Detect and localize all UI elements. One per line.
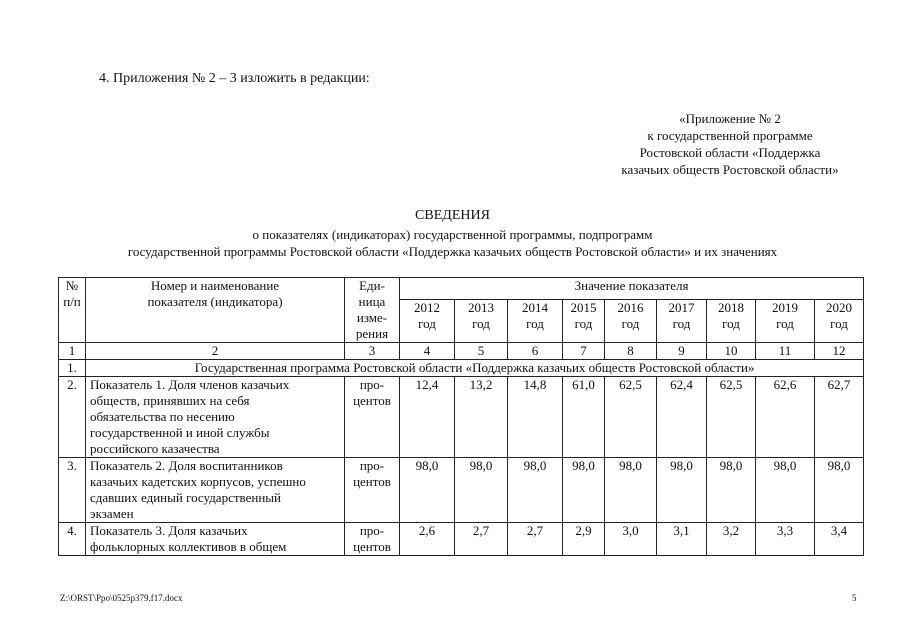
value-cell: 98,0	[815, 458, 864, 523]
header-unit-line: Еди-	[359, 278, 385, 293]
column-number-cell: 8	[605, 343, 657, 360]
header-unit-line: рения	[355, 326, 389, 341]
name-line: государственной и иной службы	[90, 425, 270, 440]
header-year-cell	[657, 300, 707, 343]
header-num-line: №	[65, 278, 79, 293]
appendix-header	[590, 110, 870, 178]
year-word: год	[418, 316, 436, 332]
intro-paragraph: 4. Приложения № 2 – 3 изложить в редакции:	[99, 71, 370, 86]
appendix-line: к государственной программе	[647, 128, 813, 143]
name-line: фольклорных коллективов в общем	[90, 539, 287, 554]
value-cell: 62,5	[707, 377, 756, 458]
header-year-cell	[400, 300, 455, 343]
column-number-cell: 2	[86, 343, 345, 360]
document-subtitle	[0, 226, 905, 260]
year-word: год	[621, 316, 640, 332]
value-cell: 2,6	[400, 523, 455, 556]
column-number-cell: 10	[707, 343, 756, 360]
value-cell: 98,0	[400, 458, 455, 523]
name-line: Показатель 3. Доля казачьих	[90, 523, 248, 538]
value-cell: 98,0	[563, 458, 605, 523]
header-year-cell	[563, 300, 605, 343]
header-year-cell	[756, 300, 815, 343]
section-title: Государственная программа Ростовской области «Поддержка казачьих обществ Ростовской области»	[86, 360, 864, 377]
value-cell: 3,0	[605, 523, 657, 556]
table-header-row	[59, 278, 864, 300]
value-cell: 12,4	[400, 377, 455, 458]
year-word: год	[776, 316, 794, 332]
section-num: 1.	[59, 360, 86, 377]
value-cell: 3,3	[756, 523, 815, 556]
value-cell: 2,9	[563, 523, 605, 556]
header-year-cell	[707, 300, 756, 343]
value-cell: 14,8	[508, 377, 563, 458]
name-line: казачьих кадетских корпусов, успешно	[90, 474, 306, 489]
column-number-cell: 1	[59, 343, 86, 360]
document-title: СВЕДЕНИЯ	[415, 208, 490, 223]
value-cell: 98,0	[756, 458, 815, 523]
header-name-line: Номер и наименование	[150, 278, 280, 293]
year-word: год	[722, 316, 740, 332]
appendix-line: Ростовской области «Поддержка	[639, 145, 821, 160]
value-cell: 2,7	[508, 523, 563, 556]
header-name-line: показателя (индикатора)	[147, 294, 283, 309]
unit-line: центов	[353, 539, 391, 554]
value-cell: 2,7	[455, 523, 508, 556]
value-cell: 61,0	[563, 377, 605, 458]
year-word: год	[574, 316, 593, 332]
appendix-line: «Приложение № 2	[679, 111, 781, 126]
header-unit-cell	[345, 278, 400, 343]
row-unit	[345, 458, 400, 523]
column-number-cell: 11	[756, 343, 815, 360]
column-number-cell: 9	[657, 343, 707, 360]
column-number-cell: 7	[563, 343, 605, 360]
row-unit	[345, 377, 400, 458]
year-number: 2015	[570, 300, 597, 316]
header-unit-line: ница	[358, 294, 386, 309]
name-line: обязательства по несению	[90, 409, 235, 424]
footer-file-path: Z:\ORST\Ppo\0525p379.f17.docx	[60, 593, 183, 603]
value-cell: 98,0	[455, 458, 508, 523]
value-cell: 62,4	[657, 377, 707, 458]
table-row	[59, 523, 864, 556]
unit-line: про-	[359, 377, 385, 392]
row-indicator-name	[86, 523, 345, 556]
header-name-cell	[86, 278, 345, 343]
year-word: год	[672, 316, 691, 332]
year-number: 2018	[718, 300, 744, 316]
unit-line: центов	[353, 393, 391, 408]
unit-line: про-	[359, 523, 385, 538]
name-line: сдавших единый государственный	[90, 490, 281, 505]
subtitle-line: о показателях (индикаторах) государственной программы, подпрограмм	[252, 227, 653, 242]
value-cell: 98,0	[605, 458, 657, 523]
name-line: обществ, принявших на себя	[90, 393, 250, 408]
table-row	[59, 458, 864, 523]
name-line: экзамен	[90, 506, 134, 521]
unit-line: центов	[353, 474, 391, 489]
row-indicator-name	[86, 458, 345, 523]
unit-line: про-	[359, 458, 385, 473]
header-year-cell	[508, 300, 563, 343]
value-cell: 98,0	[657, 458, 707, 523]
header-values-title: Значение показателя	[400, 278, 864, 300]
column-number-cell: 4	[400, 343, 455, 360]
section-row	[59, 360, 864, 377]
value-cell: 98,0	[707, 458, 756, 523]
column-number-cell: 6	[508, 343, 563, 360]
year-word: год	[830, 316, 848, 332]
subtitle-line: государственной программы Ростовской области «Поддержка казачьих обществ Ростовской области» и их значениях	[127, 244, 778, 259]
name-line: Показатель 1. Доля членов казачьих	[90, 377, 290, 392]
year-number: 2012	[414, 300, 440, 316]
column-numbers-row	[59, 343, 864, 360]
year-number: 2019	[772, 300, 798, 316]
table-row	[59, 377, 864, 458]
header-num-line: п/п	[63, 294, 81, 309]
value-cell: 62,7	[815, 377, 864, 458]
name-line: российского казачества	[90, 441, 220, 456]
page-number: 5	[852, 593, 857, 603]
header-unit-line: изме-	[356, 310, 388, 325]
value-cell: 13,2	[455, 377, 508, 458]
value-cell: 98,0	[508, 458, 563, 523]
row-indicator-name	[86, 377, 345, 458]
value-cell: 3,4	[815, 523, 864, 556]
name-line: Показатель 2. Доля воспитанников	[90, 458, 283, 473]
row-num: 3.	[59, 458, 86, 523]
column-number-cell: 3	[345, 343, 400, 360]
year-number: 2020	[826, 300, 853, 316]
column-number-cell: 5	[455, 343, 508, 360]
value-cell: 3,1	[657, 523, 707, 556]
year-number: 2017	[668, 300, 695, 316]
year-word: год	[472, 316, 490, 332]
value-cell: 3,2	[707, 523, 756, 556]
indicators-table	[58, 277, 864, 556]
header-year-cell	[455, 300, 508, 343]
appendix-line: казачьих обществ Ростовской области»	[621, 162, 839, 177]
year-word: год	[526, 316, 544, 332]
row-unit	[345, 523, 400, 556]
row-num: 4.	[59, 523, 86, 556]
year-number: 2014	[522, 300, 548, 316]
year-number: 2013	[468, 300, 494, 316]
row-num: 2.	[59, 377, 86, 458]
header-num-cell	[59, 278, 86, 343]
header-year-cell	[605, 300, 657, 343]
column-number-cell: 12	[815, 343, 864, 360]
value-cell: 62,5	[605, 377, 657, 458]
header-year-cell	[815, 300, 864, 343]
value-cell: 62,6	[756, 377, 815, 458]
year-number: 2016	[617, 300, 644, 316]
